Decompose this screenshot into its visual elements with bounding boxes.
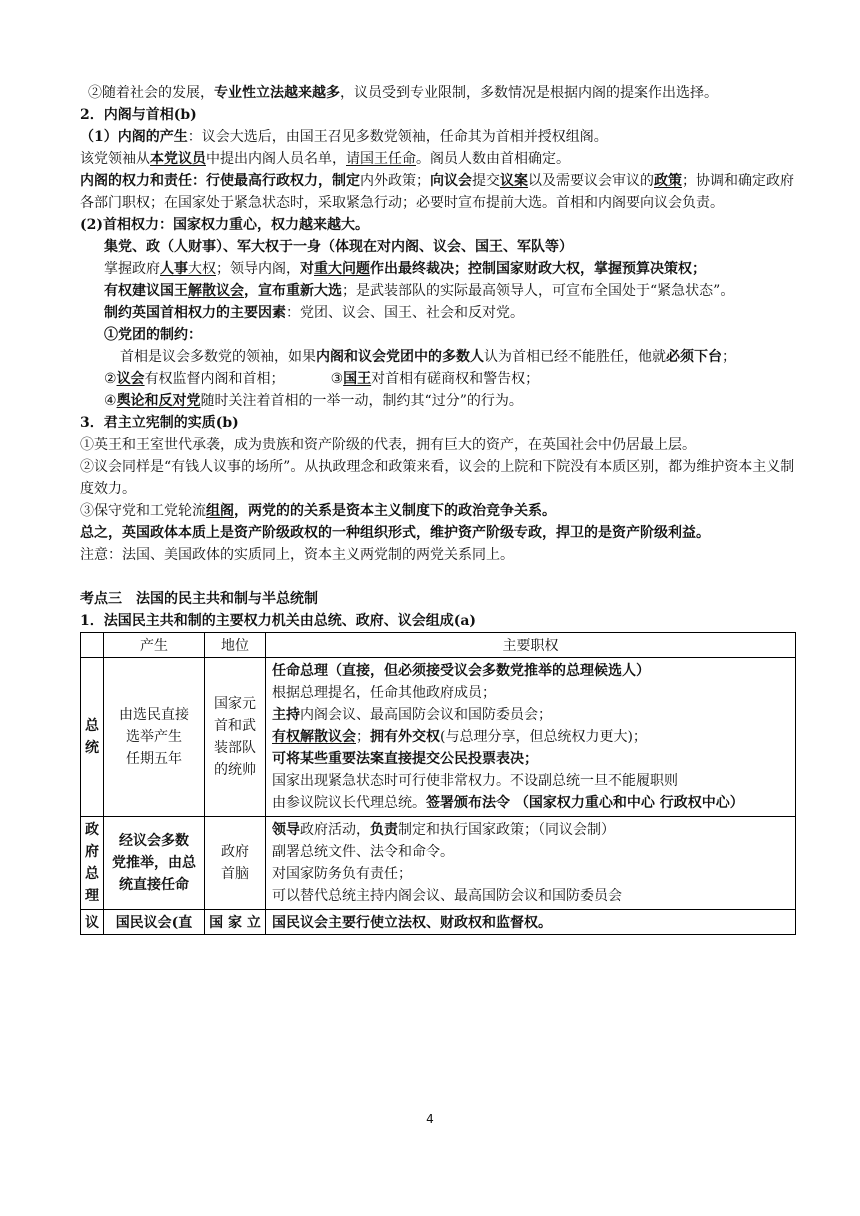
cell-premier-duties: 领导政府活动，负责制定和执行国家政策；（同议会制） 副署总统文件、法令和命令。 对国家防务负有责任； 可以替代总统主持内阁会议、最高国防会议和国防委员会 [266,817,796,910]
table-row-premier [81,817,796,910]
paragraph-specialized-legislation: ②随着社会的发展，专业性立法越来越多，议员受到专业限制，多数情况是根据内阁的提案作出选择。 [88,85,718,101]
section-title-france: 考点三 法国的民主共和制与半总统制 [80,591,318,607]
cell-parliament-duties: 国民议会主要行使立法权、财政权和监督权。 [266,910,796,935]
cell-parliament-status: 国 家 立 [205,910,266,935]
cell-premier-origin: 经议会多数 党推举，由总 统直接任命 [104,817,205,910]
paragraph-caucus-constraint: ①党团的制约： [104,327,202,343]
row-label-parliament: 议 [81,910,104,935]
paragraph-pm-concentration: 集党、政（人财事）、军大权于一身（体现在对内阁、议会、国王、军队等） [104,239,573,255]
paragraph-royal-family: ①英王和王室世代承袭，成为贵族和资产阶级的代表，拥有巨大的资产，在英国社会中仍居最上层。 [80,437,696,453]
paragraph-two-party: ③保守党和工党轮流组阁，两党的的关系是资本主义制度下的政治竞争关系。 [80,503,556,519]
heading-pm-powers: (2)首相权力：国家权力重心，权力越来越大。 [80,217,369,233]
cell-premier-status: 政府 首脑 [205,817,266,910]
table-header-row [81,633,796,658]
paragraph-pm-dissolve: 有权建议国王解散议会，宣布重新大选；是武装部队的实际最高领导人，可宣布全国处于“紧急状态”。 [104,283,735,299]
header-origin: 产生 [104,633,205,658]
paragraph-conclusion: 总之，英国政体本质上是资产阶级政权的一种组织形式，维护资产阶级专政，捍卫的是资产阶级利益。 [80,525,710,541]
paragraph-parliament-rich: ②议会同样是“有钱人议事的场所”。从执政理念和政策来看，议会的上院和下院没有本质区别，都为维护资本主义制度效力。 [80,459,795,497]
header-empty [81,633,104,658]
cell-president-status: 国家元 首和武 装部队 的统帅 [205,658,266,817]
paragraph-pm-resign: 首相是议会多数党的领袖，如果内阁和议会党团中的多数人认为首相已经不能胜任，他就必须下台； [120,349,736,365]
paragraph-pm-constraints: 制约英国首相权力的主要因素：党团、议会、国王、社会和反对党。 [104,305,524,321]
row-label-premier: 政 府 总 理 [81,817,104,910]
page-number: 4 [426,1112,434,1126]
heading-cabinet-prime-minister: 2．内阁与首相(b) [80,107,197,123]
paragraph-note: 注意：法国、美国政体的实质同上，资本主义两党制的两党关系同上。 [80,547,514,563]
cell-president-duties: 任命总理（直接，但必须接受议会多数党推举的总理候选人） 根据总理提名，任命其他政府成员； 主持内阁会议、最高国防会议和国防委员会； 有权解散议会；拥有外交权(与总理分享，但总统权力更大)； 可将某些重要法案直接提交公民投票表决； 国家出现紧急状态时可行使非常权力。不设副总统一旦不能履职则 由参议院议长代理总统。签署颁布法令 （国家权力重心和中心 行政权中心） [266,658,796,817]
heading-france-organs: 1．法国民主共和制的主要权力机关由总统、政府、议会组成(a) [80,613,477,629]
cell-president-origin: 由选民直接 选举产生 任期五年 [104,658,205,817]
paragraph-cabinet-members: 该党领袖从本党议员中提出内阁人员名单，请国王任命。阁员人数由首相确定。 [80,151,570,167]
heading-monarchy-essence: 3．君主立宪制的实质(b) [80,415,239,431]
cell-parliament-origin: 国民议会(直 [104,910,205,935]
paragraph-cabinet-powers: 内阁的权力和责任：行使最高行政权力，制定内外政策；向议会提交议案以及需要议会审议的政策；协调和确定政府各部门职权；在国家处于紧急状态时，采取紧急行动；必要时宣布提前大选。首相和内阁要向议会负责。 [80,173,794,211]
paragraph-cabinet-formation: （1）内阁的产生：议会大选后，由国王召见多数党领袖，任命其为首相并授权组阁。 [80,129,608,145]
table-row-parliament [81,910,796,935]
paragraph-parliament-king: ②议会有权监督内阁和首相； ③国王对首相有磋商权和警告权； [104,371,540,387]
header-duties: 主要职权 [266,633,796,658]
france-powers-table [80,632,796,935]
paragraph-opposition: ④舆论和反对党随时关注着首相的一举一动，制约其“过分”的行为。 [104,393,523,409]
row-label-president: 总 统 [81,658,104,817]
document-page [80,82,800,935]
header-status: 地位 [205,633,266,658]
table-row-president [81,658,796,817]
paragraph-pm-personnel: 掌握政府人事大权；领导内阁，对重大问题作出最终裁决；控制国家财政大权，掌握预算决策权； [104,261,706,277]
